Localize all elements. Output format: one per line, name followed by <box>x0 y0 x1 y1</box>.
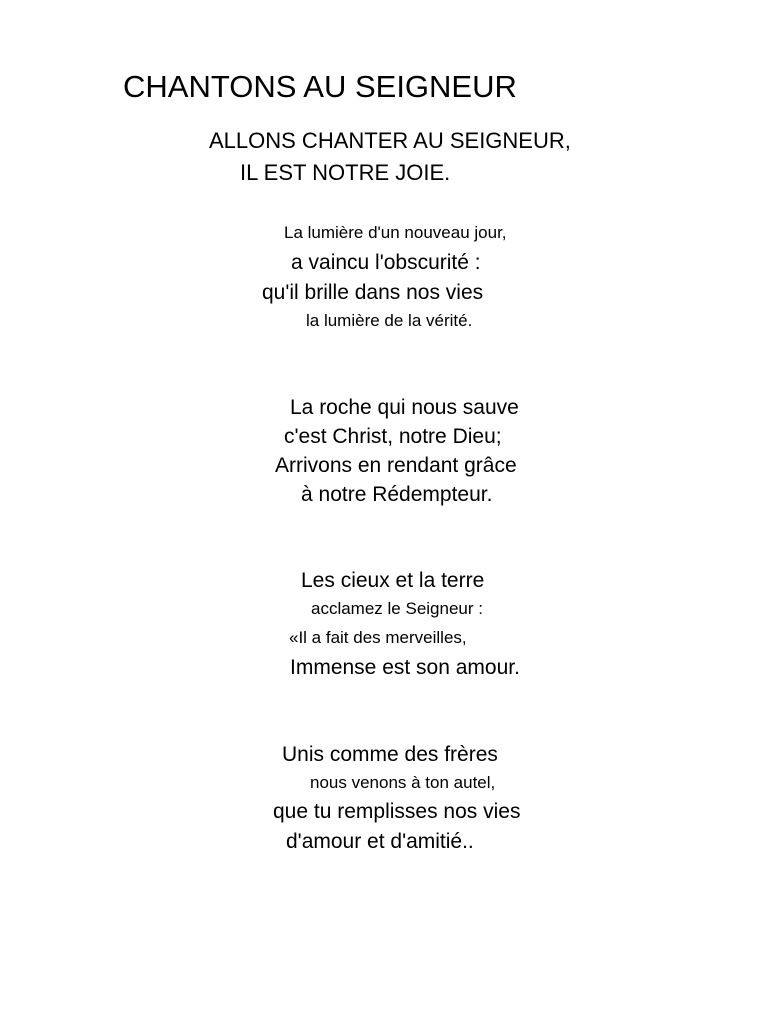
stanza-line: Immense est son amour. <box>290 656 520 679</box>
refrain-line: ALLONS CHANTER AU SEIGNEUR, <box>209 128 571 153</box>
stanza-line: La roche qui nous sauve <box>290 396 519 419</box>
stanza-line: «Il a fait des merveilles, <box>289 628 467 647</box>
stanza-line: La lumière d'un nouveau jour, <box>284 223 507 242</box>
stanza-line: Les cieux et la terre <box>301 569 485 592</box>
stanza-line: d'amour et d'amitié.. <box>286 830 474 853</box>
stanza-line: qu'il brille dans nos vies <box>262 281 484 304</box>
stanza-line: c'est Christ, notre Dieu; <box>284 425 502 448</box>
refrain-line: IL EST NOTRE JOIE. <box>240 160 451 185</box>
stanza-line: à notre Rédempteur. <box>301 483 493 506</box>
stanza-line: nous venons à ton autel, <box>310 773 496 792</box>
stanza-line: Unis comme des frères <box>282 743 498 766</box>
song-title: CHANTONS AU SEIGNEUR <box>123 69 517 104</box>
stanza-line: la lumière de la vérité. <box>306 311 473 330</box>
stanza-line: que tu remplisses nos vies <box>273 800 521 823</box>
stanza-line: acclamez le Seigneur : <box>311 599 483 618</box>
stanza-line: a vaincu l'obscurité : <box>291 251 481 274</box>
stanza-line: Arrivons en rendant grâce <box>275 454 517 477</box>
